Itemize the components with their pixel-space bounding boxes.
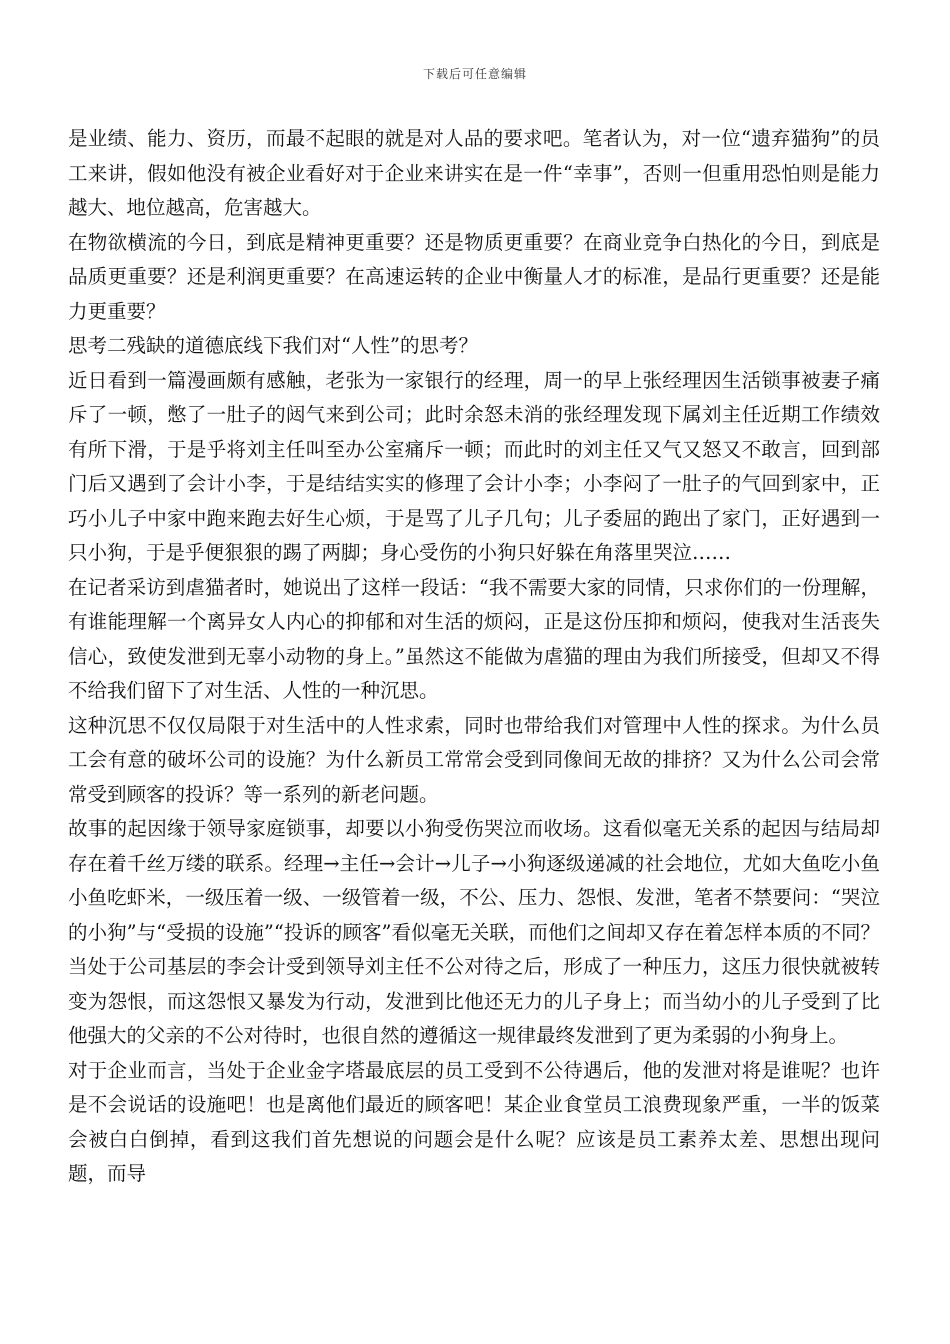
header-note: 下载后可任意编辑 [422,67,527,81]
paragraph-4: 近日看到一篇漫画颇有感触，老张为一家银行的经理，周一的早上张经理因生活锁事被妻子痛斥了一顿，憋了一肚子的闼气来到公司；此时余怒未消的张经理发现下属刘主任近期工作绩效有所下滑，于是乎将刘主任叫至办公室痛斥一顿；而此时的刘主任又气又怒又不敢言，回到部门后又遇到了会计小李，于是结结实实的修理了会计小李；小李闷了一肚子的气回到家中，正巧小儿子中家中跑来跑去好生心烦，于是骂了儿子几句；儿子委屈的跑出了家门，正好遇到一只小狗，于是乎便狠狠的踢了两脚；身心受伤的小狗只好躲在角落里哭泣…… [68,368,880,564]
paragraph-5: 在记者采访到虐猫者时，她说出了这样一段话：“我不需要大家的同情，只求你们的一份理解，有谁能理解一个离异女人内心的抑郁和对生活的烦闷，正是这份压抑和烦闷，使我对生活丧失信心，致使发泄到无辜小动物的身上。”虽然这不能做为虐猫的理由为我们所接受，但却又不得不给我们留下了对生活、人性的一种沉思。 [68,575,880,702]
document-body [68,122,880,1192]
paragraph-8: 对于企业而言，当处于企业金字塔最底层的员工受到不公待遇后，他的发泄对将是谁呢？也许是不会说话的设施吧！也是离他们最近的顾客吧！某企业食堂员工浪费现象严重，一半的饭菜会被白白倒掉，看到这我们首先想说的问题会是什么呢？应该是员工素养太差、思想出现问题，而导 [68,1058,880,1185]
paragraph-7: 故事的起因缘于领导家庭锁事，却要以小狗受伤哭泣而收场。这看似毫无关系的起因与结局却存在着千丝万缕的联系。经理→主任→会计→儿子→小狗逐级递减的社会地位，尤如大鱼吃小鱼小鱼吃虾米，一级压着一级、一级管着一级，不公、压力、怨恨、发泄，笔者不禁要问：“哭泣的小狗”与“受损的设施”“投诉的顾客”看似毫无关联，而他们之间却又存在着怎样本质的不同？当处于公司基层的李会计受到领导刘主任不公对待之后，形成了一种压力，这压力很快就被转变为怨恨，而这怨恨又暴发为行动，发泄到比他还无力的儿子身上；而当幼小的儿子受到了比他强大的父亲的不公对待时，也很自然的遵循这一规律最终发泄到了更为柔弱的小狗身上。 [68,817,880,1047]
paragraph-2: 在物欲横流的今日，到底是精神更重要？还是物质更重要？在商业竞争白热化的今日，到底是品质更重要？还是利润更重要？在高速运转的企业中衡量人才的标准，是品行更重要？还是能力更重要？ [68,230,880,323]
paragraph-1: 是业绩、能力、资历，而最不起眼的就是对人品的要求吧。笔者认为，对一位“遗弃猫狗”的员工来讲，假如他没有被企业看好对于企业来讲实在是一件“幸事”，否则一但重用恐怕则是能力越大、地位越高，危害越大。 [68,127,880,219]
paragraph-3-heading: 思考二残缺的道德底线下我们对“人性”的思考？ [68,334,478,357]
paragraph-6: 这种沉思不仅仅局限于对生活中的人性求索，同时也带给我们对管理中人性的探求。为什么员工会有意的破坏公司的设施？为什么新员工常常会受到同像间无故的排挤？又为什么公司会常常受到顾客的投诉？等一系列的新老问题。 [68,713,880,806]
